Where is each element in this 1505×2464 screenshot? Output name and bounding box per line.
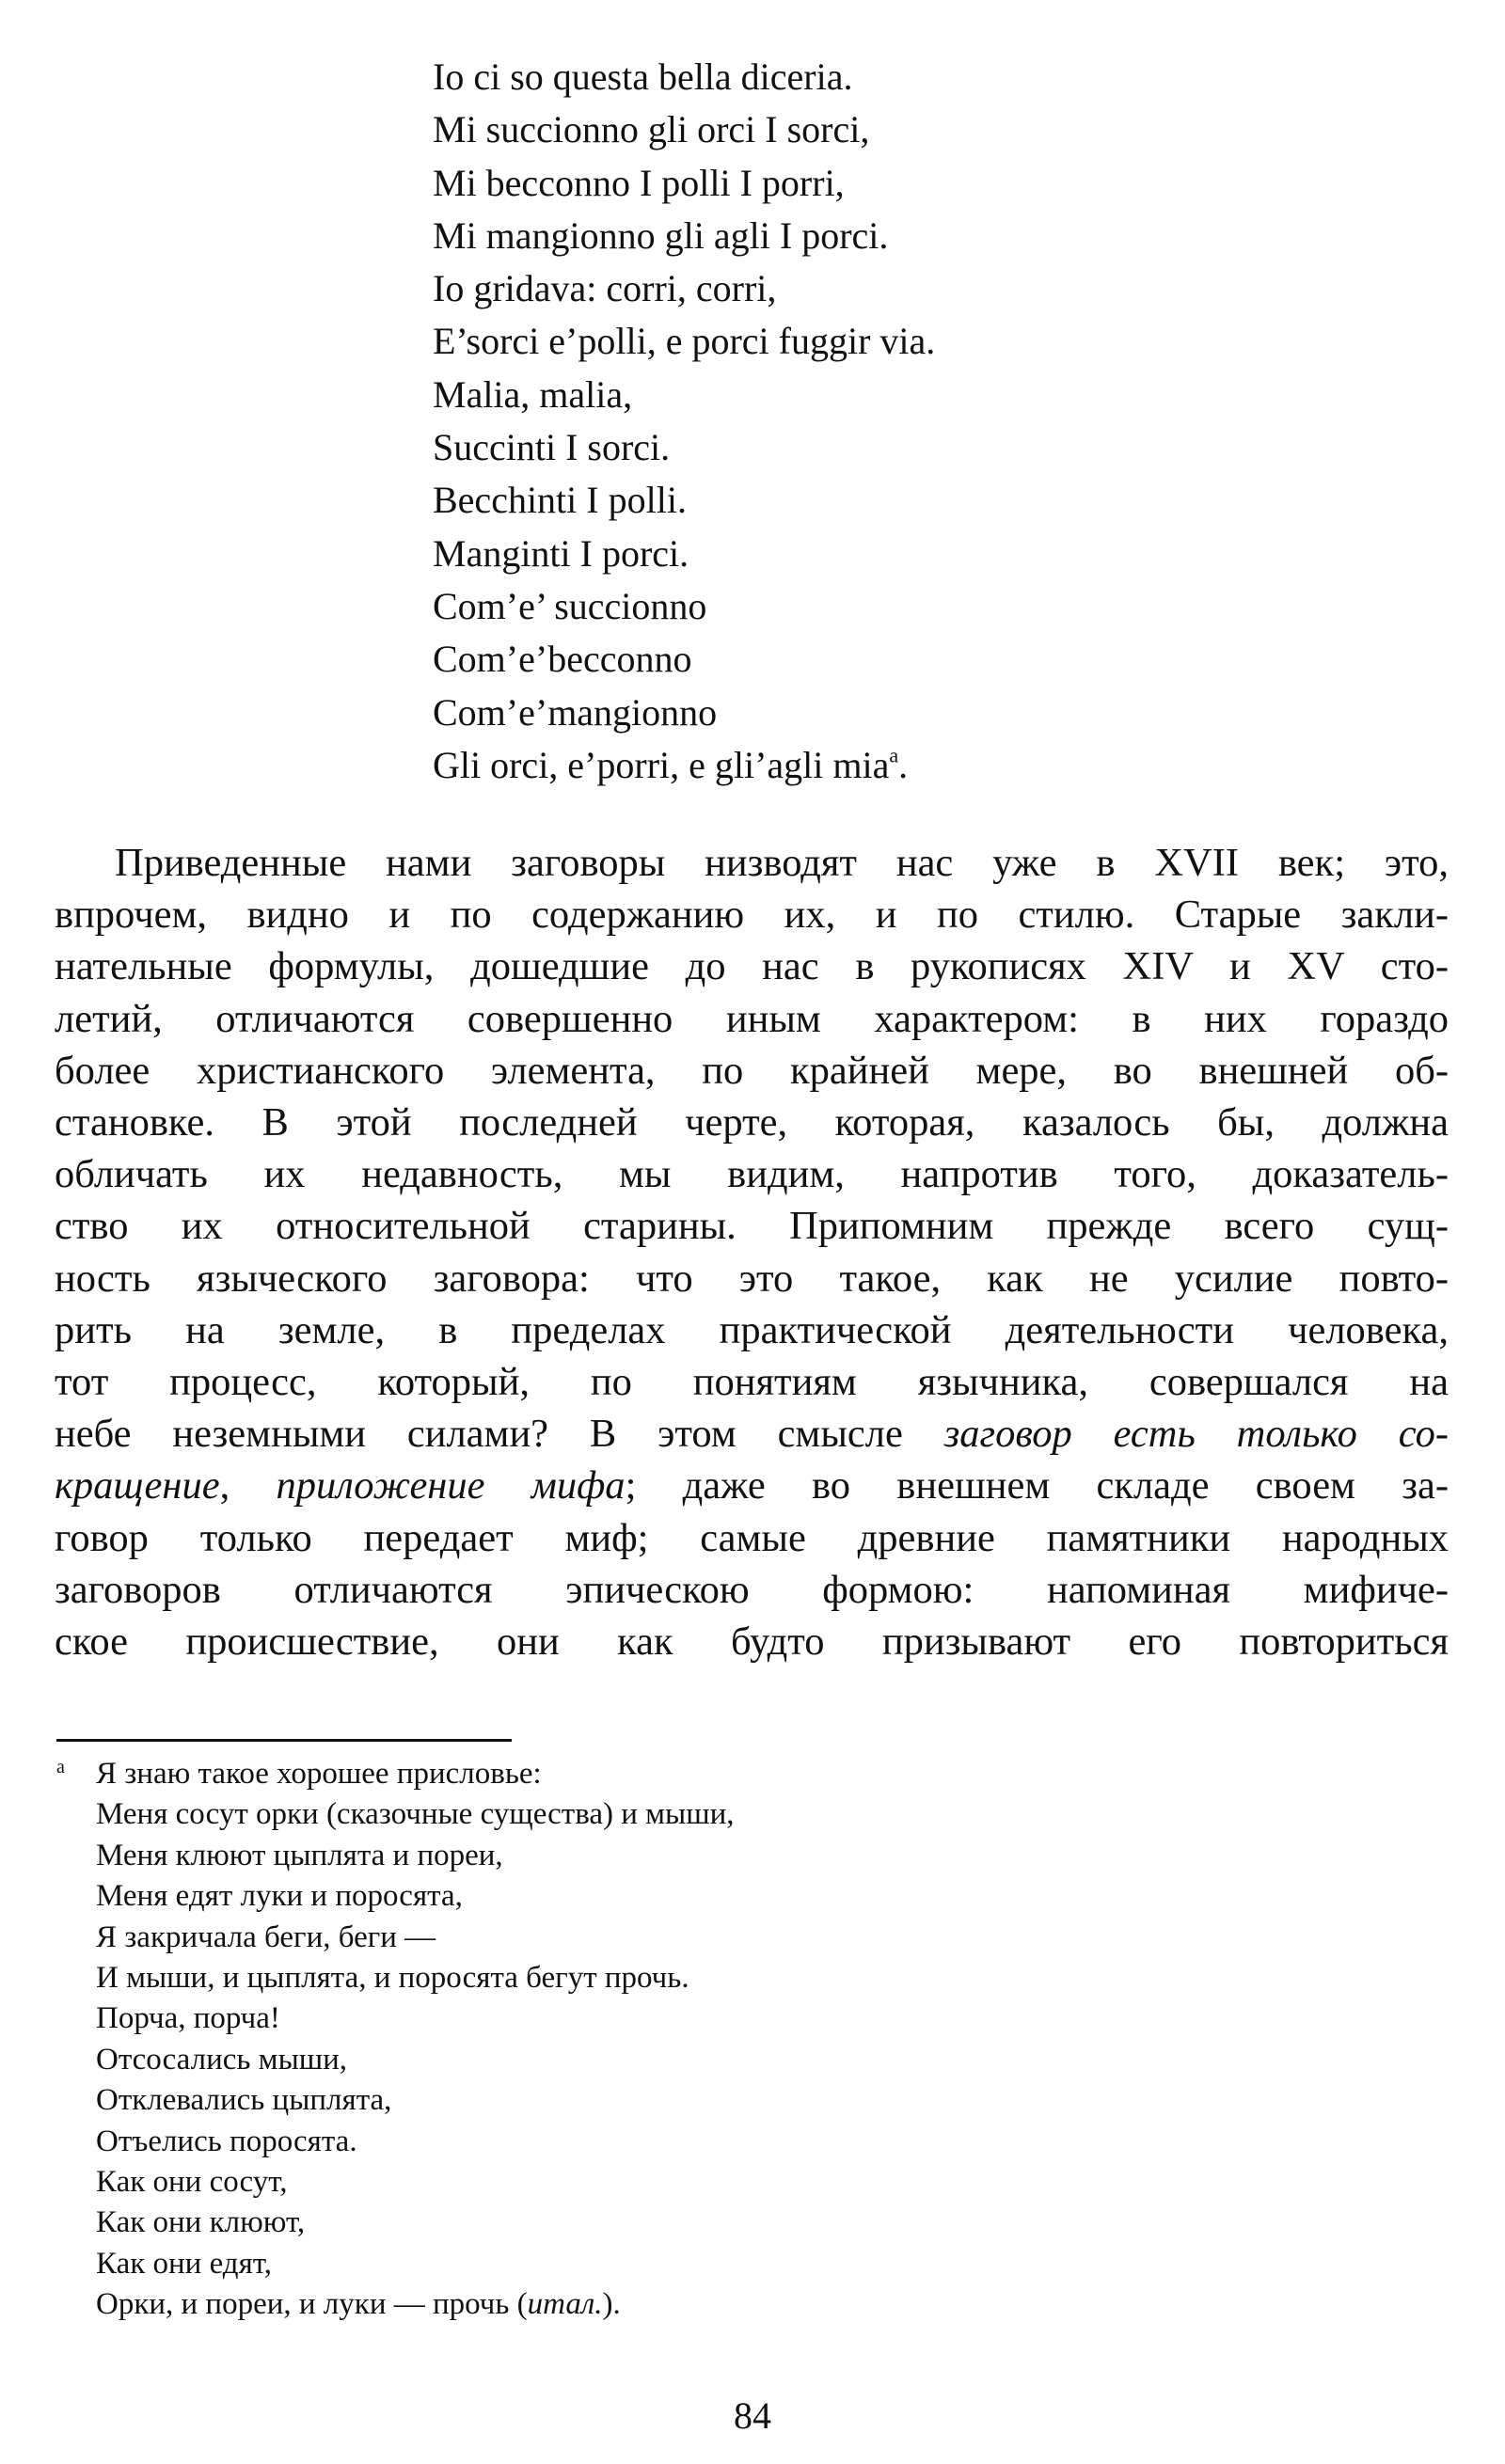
footnote-line: И мыши, и цыплята, и поросята бегут прочь.	[96, 1961, 689, 1996]
footnote-marker: а	[56, 1757, 65, 1777]
paragraph-line: обличать их недавность, мы видим, напротив того, доказатель-	[55, 1152, 1449, 1197]
footnote-line: Я знаю такое хорошее присловье:	[96, 1757, 542, 1791]
paragraph-line: летий, отличаются совершенно иным характером: в них гораздо	[55, 996, 1449, 1041]
footnote-line-last	[55, 2284, 1183, 2325]
verse-line: Io gridava: corri, corri,	[433, 267, 777, 310]
footnote-line: Меня сосут орки (сказочные существа) и мыши,	[96, 1797, 735, 1832]
paragraph-line: говор только передает миф; самые древние памятники народных	[55, 1515, 1449, 1560]
italian-verse	[433, 51, 1279, 792]
footnote-text: ).	[602, 2287, 621, 2322]
footnote-line: Меня едят луки и поросята,	[96, 1879, 463, 1914]
emphasis-text: приложение мифа	[276, 1463, 626, 1508]
paragraph-line: рить на земле, в пределах практической деятельности человека,	[55, 1307, 1449, 1352]
footnote-line: Отъелись поросята.	[96, 2124, 357, 2158]
footnote-line: Отсосались мыши,	[96, 2042, 348, 2077]
verse-line: Malia, malia,	[433, 372, 633, 416]
footnote-divider	[56, 1739, 512, 1742]
language-note: итал.	[527, 2287, 603, 2322]
verse-line-last	[433, 739, 1279, 792]
footnote-line: Как они сосут,	[96, 2165, 288, 2200]
verse-line: Io ci so questa bella diceria.	[433, 55, 853, 98]
paragraph-line: заговоров отличаются эпическою формою: напоминая мифиче-	[55, 1567, 1449, 1612]
paragraph-text: ; даже во внешнем складе своем за-	[625, 1463, 1450, 1508]
main-paragraph	[55, 837, 1449, 1667]
page-number: 84	[734, 2394, 771, 2437]
paragraph-line: тот процесс, который, по понятиям язычника, совершался на	[55, 1360, 1449, 1405]
paragraph-line: ность языческого заговора: что это такое, как не усилие повто-	[55, 1256, 1449, 1301]
paragraph-line: Приведенные нами заговоры низводят нас уже в XVII век; это,	[115, 841, 1449, 885]
paragraph-line	[55, 1460, 1449, 1511]
verse-final-punctuation: .	[898, 743, 909, 786]
verse-line: Mi succionno gli orci I sorci,	[433, 108, 870, 151]
paragraph-line: ство их относительной старины. Припомним прежде всего сущ-	[55, 1204, 1449, 1249]
verse-line: Com’e’ succionno	[433, 584, 707, 627]
footnote-line: Как они едят,	[96, 2246, 272, 2281]
verse-line: Com’e’becconno	[433, 638, 692, 681]
paragraph-line: нательные формулы, дошедшие до нас в рукописях XIV и XV сто-	[55, 944, 1449, 989]
footnote-line: Порча, порча!	[96, 2001, 280, 2036]
verse-line: Mi mangionno gli agli I porci.	[433, 213, 889, 257]
verse-line: Manginti I porci.	[433, 531, 689, 575]
paragraph-line	[55, 1408, 1449, 1460]
footnote-reference: а	[889, 743, 899, 767]
footnote-line: Меня клюют цыплята и пореи,	[96, 1838, 503, 1872]
paragraph-line: более христианского элемента, по крайней мере, во внешней об-	[55, 1048, 1449, 1093]
paragraph-line: впрочем, видно и по содержанию их, и по стилю. Старые закли-	[55, 892, 1449, 938]
paragraph-text: небе неземными силами? В этом смысле	[55, 1412, 944, 1457]
verse-line: Com’e’mangionno	[433, 690, 718, 734]
footnote-line: Отклевались цыплята,	[96, 2083, 392, 2118]
paragraph-line: ское происшествие, они как будто призывают его повториться	[55, 1619, 1449, 1665]
verse-line: Succinti I sorci.	[433, 426, 671, 469]
paragraph-text: ,	[219, 1463, 277, 1508]
emphasis-text: кращение	[55, 1463, 220, 1508]
verse-line-text: Gli orci, e’porri, e gli’agli mia	[433, 743, 890, 786]
verse-line: E’sorci e’polli, e porci fuggir via.	[433, 320, 936, 363]
verse-line: Mi becconno I polli I porri,	[433, 161, 845, 204]
footnote-line: Я закричала беги, беги —	[96, 1919, 436, 1954]
emphasis-text: заговор есть только со-	[943, 1412, 1449, 1457]
paragraph-line: становке. В этой последней черте, которая, казалось бы, должна	[55, 1100, 1449, 1145]
footnote	[55, 1754, 1183, 2326]
verse-line: Becchinti I polli.	[433, 479, 687, 522]
footnote-text: Орки, и пореи, и луки — прочь (	[96, 2287, 528, 2322]
footnote-line: Как они клюют,	[96, 2205, 306, 2240]
